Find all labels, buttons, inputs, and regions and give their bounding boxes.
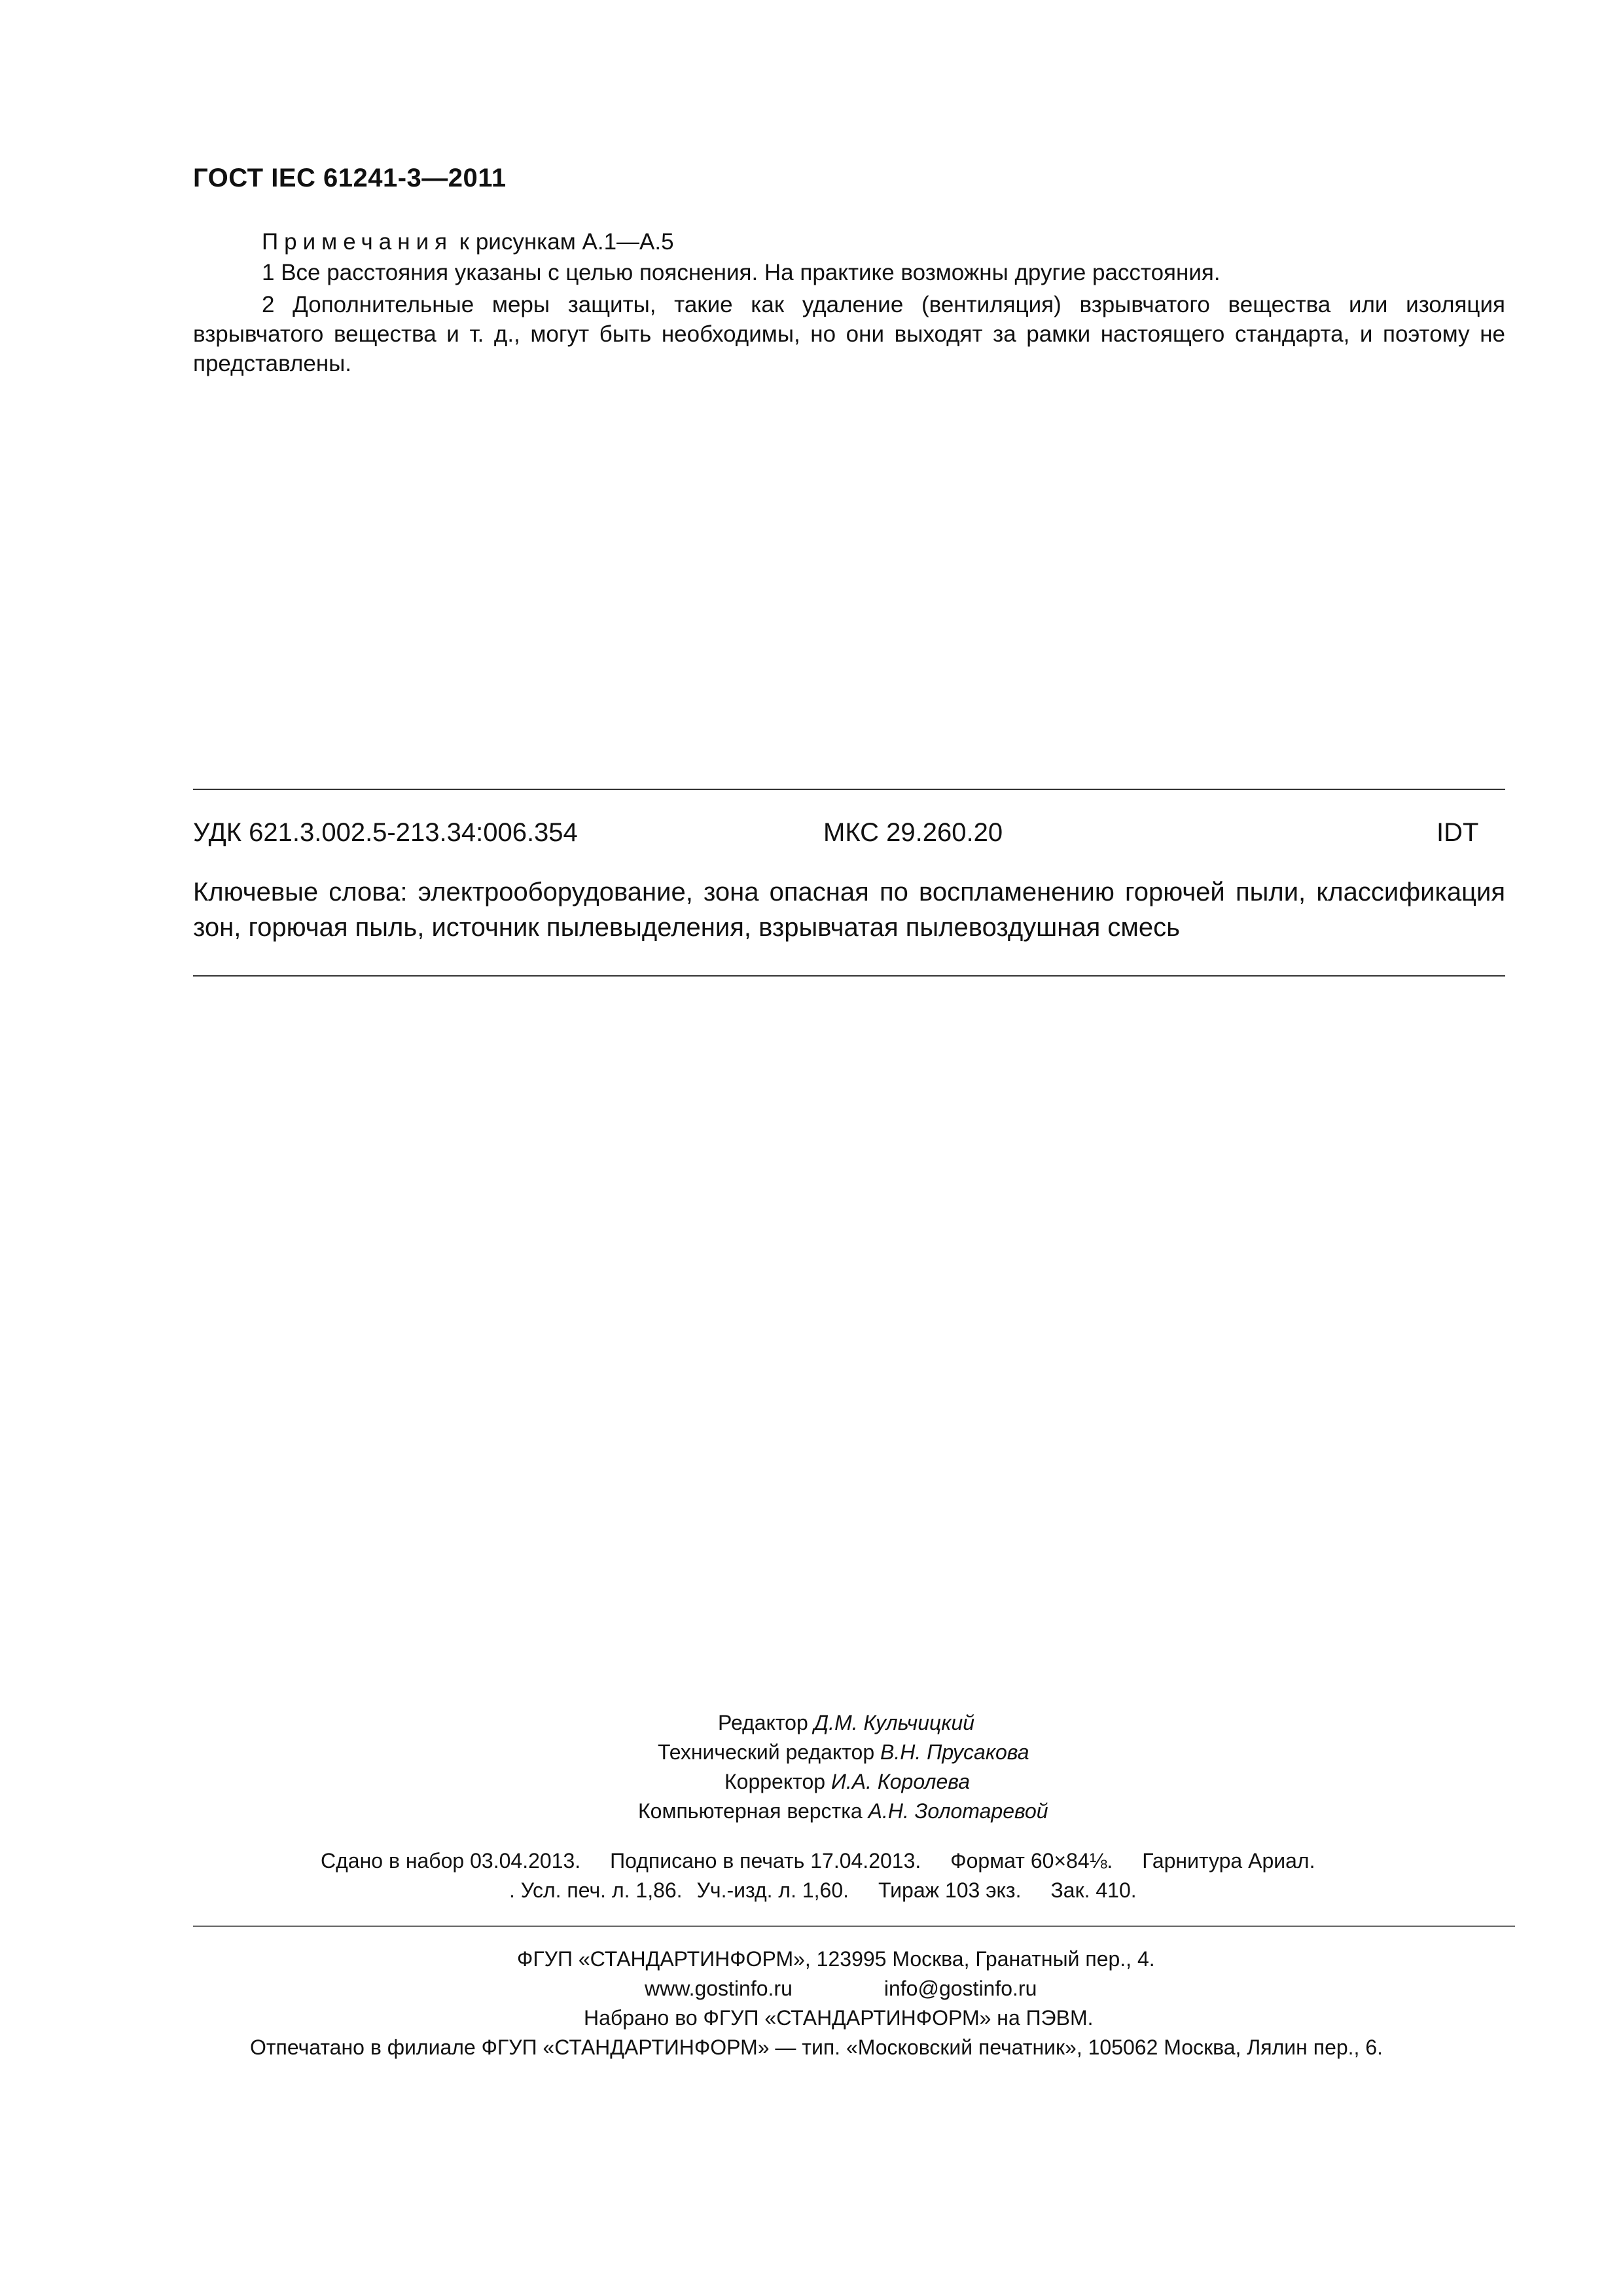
divider-keywords [193,975,1505,977]
credit-tech-editor-label: Технический редактор [658,1740,880,1764]
paper-format: Формат 60×84⅛. [950,1849,1113,1873]
credit-layout [638,1797,1048,1826]
credit-editor [718,1708,974,1738]
credit-editor-label: Редактор [718,1711,814,1734]
credit-layout-label: Компьютерная верстка [638,1799,868,1823]
print-sheets: . Усл. печ. л. 1,86. [509,1878,683,1902]
credit-tech-editor-name: В.Н. Прусакова [880,1740,1029,1764]
keywords: Ключевые слова: электрооборудование, зона опасная по воспламенению горючей пыли, классификация зон, горючая пыль, источник пылевыделения, взрывчатая пылевоздушная смесь [193,878,1505,942]
credit-corrector-name: И.А. Королева [830,1770,971,1793]
printed-info: Отпечатано в филиале ФГУП «СТАНДАРТИНФОРМ» — тип. «Московский печатник», 105062 Москва, Лялин пер., 6. [250,2036,1383,2059]
publishing-sheets: Уч.-изд. л. 1,60. [696,1878,849,1902]
publisher-address: ФГУП «СТАНДАРТИНФОРМ», 123995 Москва, Гранатный пер., 4. [517,1947,1155,1971]
credit-corrector [724,1767,970,1797]
document-header: ГОСТ IEC 61241-3—2011 [193,164,507,192]
note-item-1: 1 Все расстояния указаны с целью пояснения. На практике возможны другие расстояния. [262,260,1221,285]
typeset-info: Набрано во ФГУП «СТАНДАРТИНФОРМ» на ПЭВМ. [584,2006,1094,2030]
mks-code: МКС 29.260.20 [823,818,1003,847]
circulation: Тираж 103 экз. [878,1878,1022,1902]
signed-date: Подписано в печать 17.04.2013. [610,1849,921,1873]
publisher-email[interactable]: info@gostinfo.ru [883,1977,1037,2000]
divider-top [193,789,1505,790]
notes-title [262,229,674,255]
notes-title-rest: к рисункам А.1—А.5 [453,229,674,255]
publisher-contacts [645,1977,1037,2001]
print-info-line-2 [509,1878,1137,1903]
order-number: Зак. 410. [1050,1878,1137,1902]
print-info-line-1 [321,1849,1315,1873]
notes-title-spaced: Примечания [262,229,454,255]
divider-publisher [193,1926,1515,1927]
typeface: Гарнитура Ариал. [1142,1849,1315,1873]
note-item-2: 2 Дополнительные меры защиты, такие как удаление (вентиляция) взрывчатого вещества или изоляция взрывчатого вещества и т. д., могут быть необходимы, но они выходят за рамки настоящего стандарта, и поэтому не представлены. [193,292,1505,376]
idt-label: IDT [1436,818,1479,847]
credit-tech-editor [658,1738,1029,1767]
udk-code: УДК 621.3.002.5-213.34:006.354 [193,818,578,847]
publisher-website[interactable]: www.gostinfo.ru [645,1977,793,2000]
credit-layout-name: А.Н. Золотаревой [868,1799,1048,1823]
credit-corrector-label: Корректор [724,1770,831,1793]
submitted-date: Сдано в набор 03.04.2013. [321,1849,581,1873]
credit-editor-name: Д.М. Кульчицкий [813,1711,975,1734]
